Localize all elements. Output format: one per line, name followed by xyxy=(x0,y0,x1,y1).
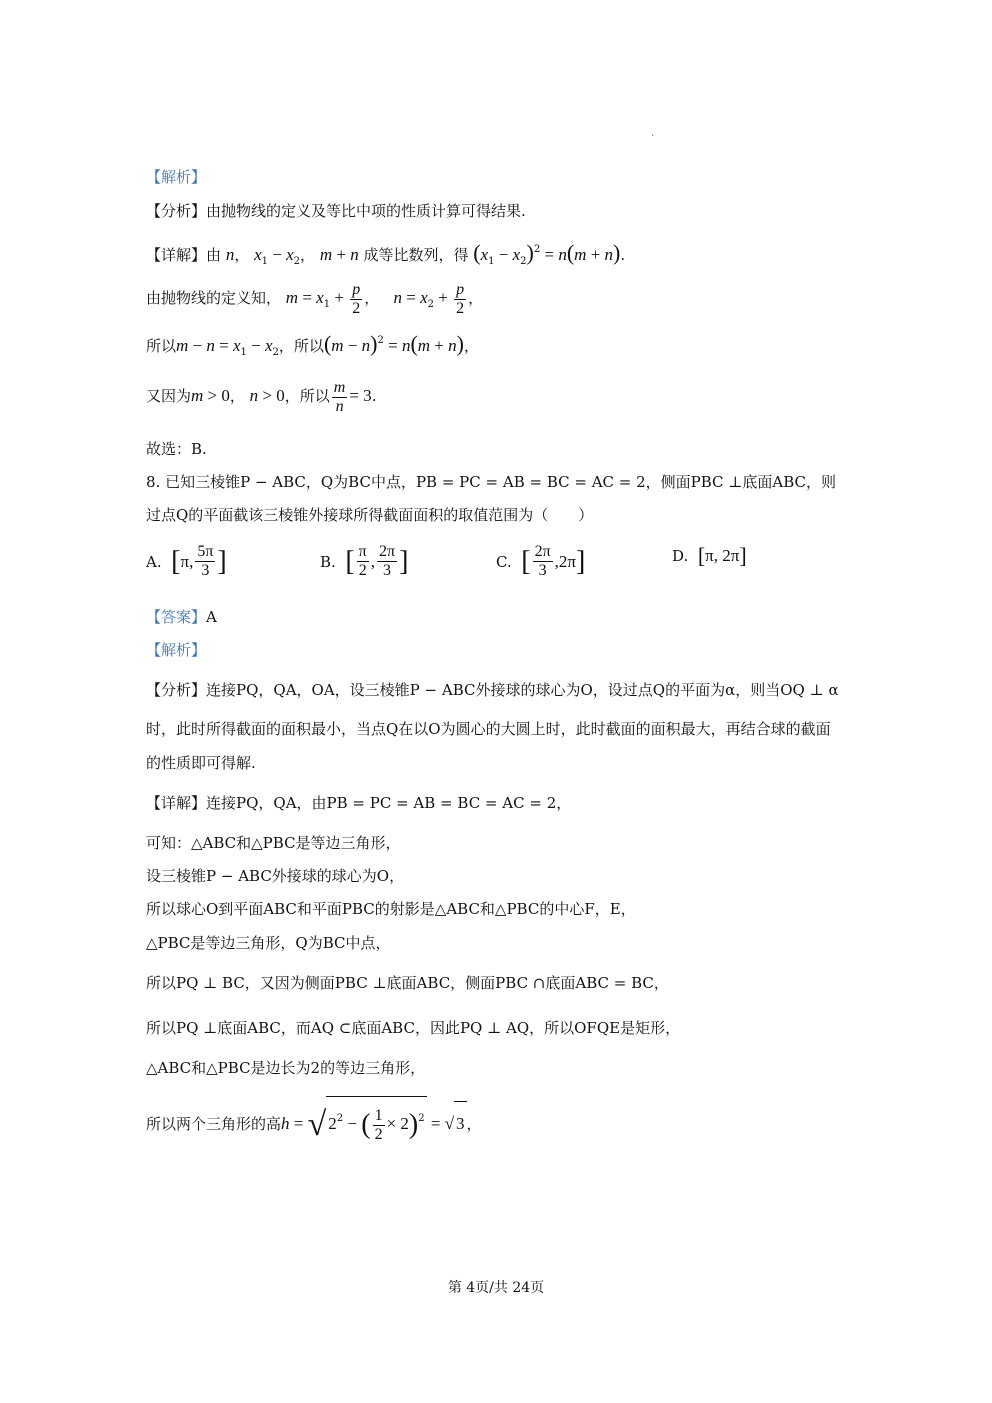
fenxi-paragraph-1 xyxy=(146,201,526,221)
xiangjie-text-a: 由 xyxy=(206,246,222,264)
choose-answer-line: 故选：B. xyxy=(146,440,207,458)
option-c: C. [ $\frac{2\pi}{3}$ ,2π ] xyxy=(496,543,586,579)
fenxi2-tag: 【分析】 xyxy=(146,681,207,699)
option-d-label: D. xyxy=(672,547,689,565)
derivation2-text-b: ，所以 xyxy=(284,387,330,405)
parabola-text: 由抛物线的定义知， xyxy=(146,289,282,307)
scan-dot: . xyxy=(651,128,655,139)
xiangjie-tag: 【详解】 xyxy=(146,246,207,264)
derivation-text-a: 所以 xyxy=(146,337,177,355)
height-formula-line: 所以两个三角形的高h = √ $2^2$ − ( $\frac{1}{2}$ × 2)$^2$ = √ 3 ， xyxy=(146,1096,482,1147)
parabola-definition-line: 由抛物线的定义知， $m = x_1$ + $\frac{p}{2}$ ， $n = x_2$ + $\frac{p}{2}$ ， xyxy=(146,280,484,317)
detail-line-1: 可知：△ABC和△PBC是等边三角形， xyxy=(146,834,401,852)
fenxi-text: 由抛物线的定义及等比中项的性质计算可得结果. xyxy=(206,202,526,220)
detail-line-4: △PBC是等边三角形，Q为BC中点， xyxy=(146,934,391,952)
fenxi2-text-1: 连接PQ，QA，OA，设三棱锥P − ABC外接球的球心为O，设过点Q的平面为α，则当OQ ⊥ α xyxy=(206,681,839,699)
detail-line-5: 所以PQ ⊥ BC，又因为侧面PBC ⊥底面ABC，侧面PBC ∩底面ABC = BC， xyxy=(146,974,669,992)
answer-value: A xyxy=(206,608,217,626)
fenxi2-line-3: 的性质即可得解. xyxy=(146,754,256,772)
xiangjie-line-1: 【详解】由 n， $x_1 - x_2$， m + n 成等比数列，得 $(x_1 - x_2)^2 = n(m + n)$. xyxy=(146,240,626,267)
option-d: D. [ π, 2π ] xyxy=(672,543,747,568)
question-8-line-1: 8. 已知三棱锥P − ABC，Q为BC中点，PB = PC = AB = BC = AC = 2，侧面PBC ⊥底面ABC，则 xyxy=(146,473,837,491)
fenxi2-line-1 xyxy=(146,680,839,700)
derivation-text-b: ，所以 xyxy=(278,337,324,355)
derivation-line-1: 所以$m - n = x_1 - x_2$，所以$(m - n)^2 = n(m + n)$， xyxy=(146,331,479,358)
xiangjie2-tag: 【详解】 xyxy=(146,794,207,812)
height-formula-text: 所以两个三角形的高 xyxy=(146,1115,282,1133)
detail-line-2: 设三棱锥P − ABC外接球的球心为O， xyxy=(146,867,405,885)
detail-line-3: 所以球心O到平面ABC和平面PBC的射影是△ABC和△PBC的中心F，E， xyxy=(146,900,636,918)
option-c-label: C. xyxy=(496,552,512,571)
jiexi-heading-2: 【解析】 xyxy=(146,641,207,659)
page-footer: 第 4页/共 24页 xyxy=(447,1280,545,1296)
detail-line-6: 所以PQ ⊥底面ABC，而AQ ⊂底面ABC，因此PQ ⊥ AQ，所以OFQE是矩形， xyxy=(146,1019,681,1037)
fenxi2-line-2: 时，此时所得截面的面积最小，当点Q在以O为圆心的大圆上时，此时截面的面积最大，再结合球的截面 xyxy=(146,720,831,738)
question-8-line-2: 过点Q的平面截该三棱锥外接球所得截面面积的取值范围为（ ） xyxy=(146,506,594,524)
xiangjie2-text: 连接PQ，QA，由PB = PC = AB = BC = AC = 2， xyxy=(206,794,572,812)
option-a-label: A. xyxy=(146,552,162,571)
option-a: A. [ π, $\frac{5\pi}{3}$ ] xyxy=(146,543,227,579)
answer-line xyxy=(146,607,217,627)
option-b: B. [ $\frac{\pi}{2}$ , $\frac{2\pi}{3}$ ] xyxy=(320,543,409,579)
xiangjie2-line xyxy=(146,793,571,813)
fenxi-tag: 【分析】 xyxy=(146,202,207,220)
answer-tag: 【答案】 xyxy=(146,608,207,626)
jiexi-heading-1: 【解析】 xyxy=(146,168,207,186)
option-b-label: B. xyxy=(320,552,336,571)
derivation-line-2: 又因为m > 0， n > 0，所以 $\frac{m}{n}$ = 3. xyxy=(146,378,377,415)
xiangjie-text-b: 成等比数列，得 xyxy=(363,246,469,264)
detail-line-7: △ABC和△PBC是边长为2的等边三角形， xyxy=(146,1059,426,1077)
derivation2-text-a: 又因为 xyxy=(146,387,192,405)
